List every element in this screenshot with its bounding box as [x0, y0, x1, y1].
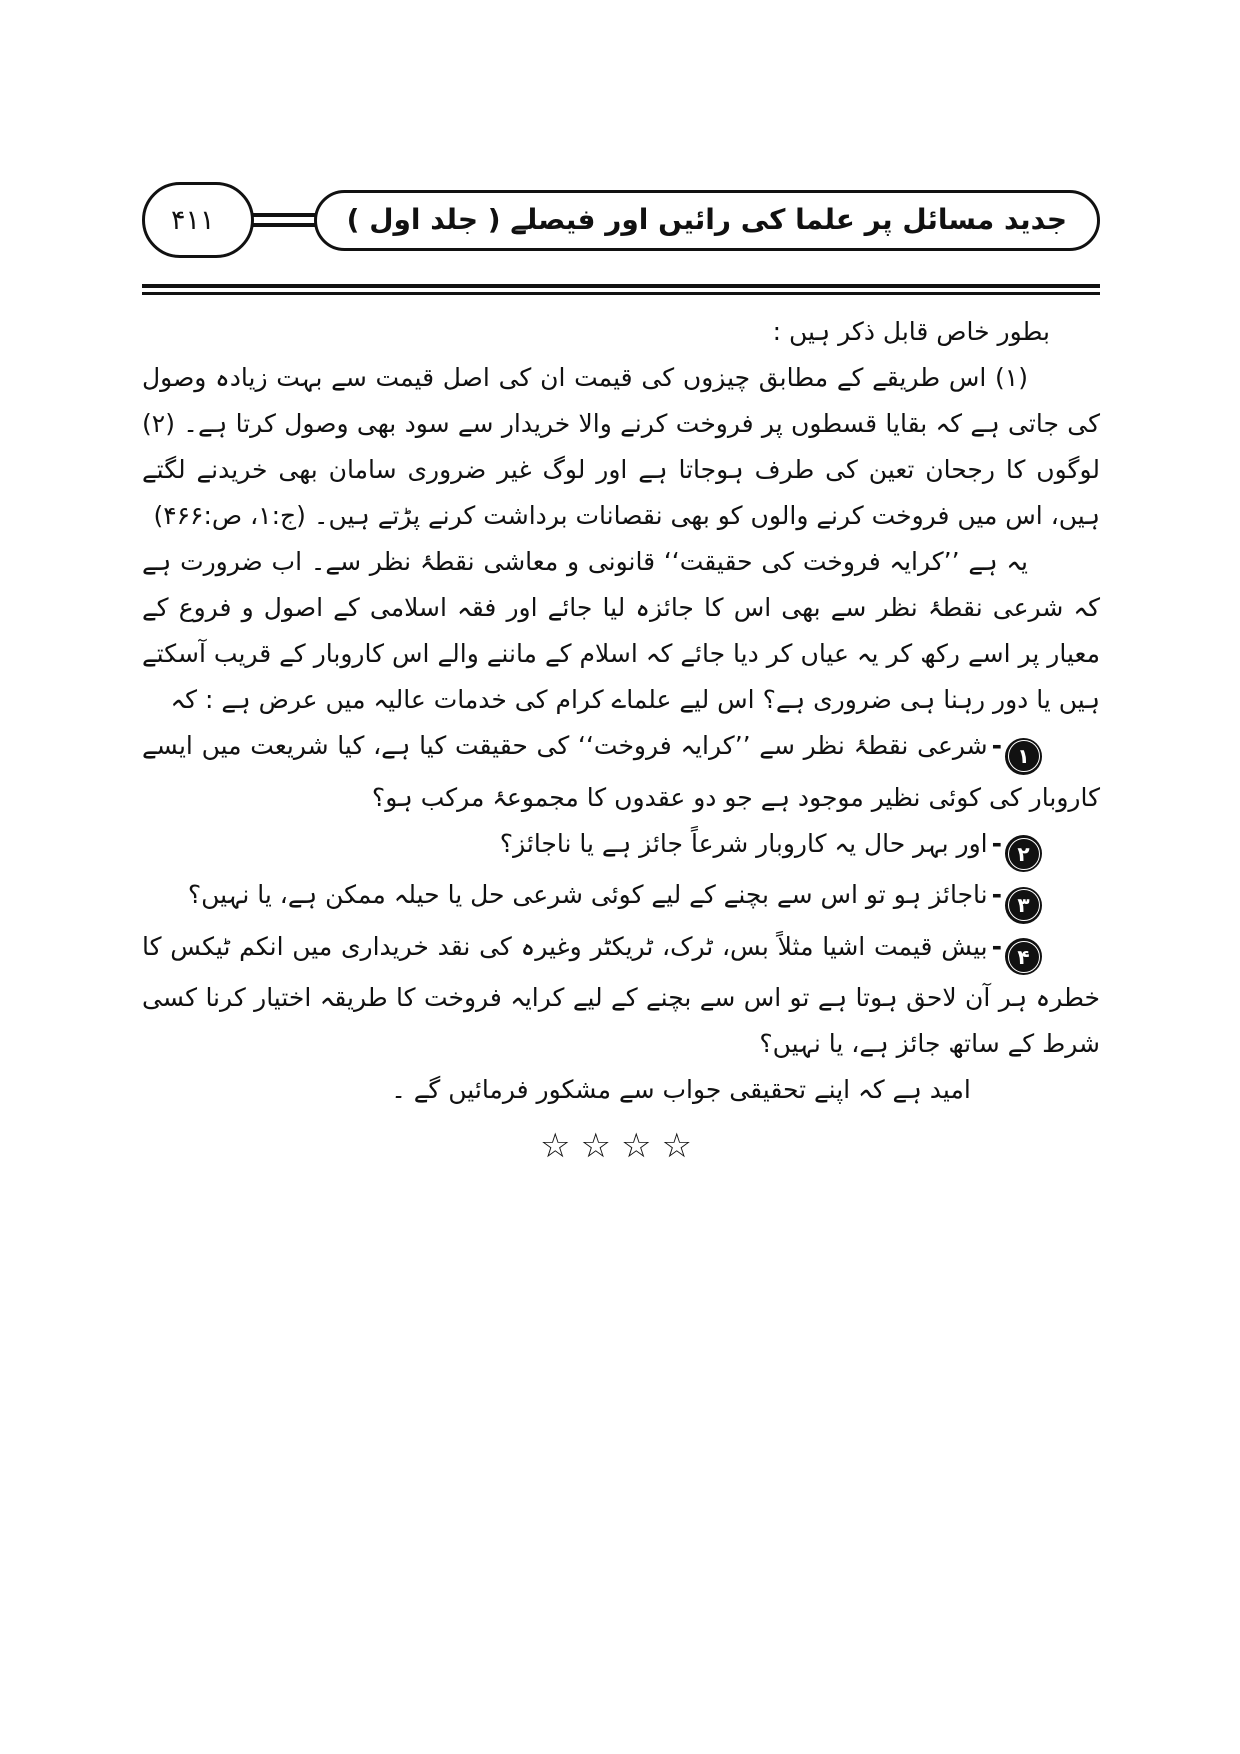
question-number-badge [1005, 738, 1042, 775]
question-item-1 [142, 723, 1100, 821]
header-divider-rule [142, 284, 1100, 295]
paragraph-2: یہ ہے ’’کرایہ فروخت کی حقیقت‘‘ قانونی و معاشی نقطۂ نظر سے۔ اب ضرورت ہے کہ شرعی نقطۂ نظر سے بھی اس کا جائزہ لیا جائے اور فقہ اسلامی کے اصول و فروع کے معیار پر اسے رکھ کر یہ عیاں کر دیا جائے کہ اسلام کے ماننے والے اس کاروبار کے قریب آسکتے ہیں یا دور رہنا ہی ضروری ہے؟ اس لیے علماے کرام کی خدمات عالیہ میں عرض ہے : کہ [142, 547, 1100, 714]
book-title: جدید مسائل پر علما کی رائیں اور فیصلے ( جلد اول ) [314, 190, 1100, 251]
page-number: ۴۱۱ [171, 204, 215, 236]
badge-dash: - [991, 731, 1002, 760]
badge-dash: - [991, 880, 1002, 909]
question-number-badge [1005, 887, 1042, 924]
badge-number: ۴ [1017, 944, 1030, 969]
question-item-3 [142, 872, 1100, 924]
page-header [142, 182, 1100, 258]
page-number-badge [142, 182, 254, 258]
badge-number: ۲ [1017, 841, 1030, 866]
stars-decoration: ☆☆☆☆ [540, 1126, 702, 1166]
question-item-2 [142, 821, 1100, 873]
question-text: بیش قیمت اشیا مثلاً بس، ٹرک، ٹریکٹر وغیرہ کی نقد خریداری میں انکم ٹیکس کا خطرہ ہر آن لاحق ہوتا ہے تو اس سے بچنے کے لیے کرایہ فروخت کا طریقہ اختیار کرنا کسی شرط کے ساتھ جائز ہے، یا نہیں؟ [142, 931, 1100, 1058]
badge-number: ۱ [1017, 744, 1030, 768]
question-item-4 [142, 924, 1100, 1068]
intro-line: بطور خاص قابل ذکر ہیں : [772, 317, 1050, 346]
badge-dash: - [991, 931, 1002, 961]
badge-dash: - [991, 828, 1002, 858]
body-text [142, 309, 1100, 1169]
question-text: ناجائز ہو تو اس سے بچنے کے لیے کوئی شرعی حل یا حیلہ ممکن ہے، یا نہیں؟ [187, 880, 988, 909]
paragraph-1: (۱) اس طریقے کے مطابق چیزوں کی قیمت ان کی اصل قیمت سے بہت زیادہ وصول کی جاتی ہے کہ بقایا قسطوں پر فروخت کرنے والا خریدار سے سود بھی وصول کرتا ہے۔ (۲) لوگوں کا رجحان تعین کی طرف ہوجاتا ہے اور لوگ غیر ضروری سامان بھی خریدنے لگتے ہیں، اس میں فروخت کرنے والوں کو بھی نقصانات برداشت کرنے پڑتے ہیں۔ (ج:۱، ص:۴۶۶) [142, 363, 1100, 530]
closing-line: امید ہے کہ اپنے تحقیقی جواب سے مشکور فرمائیں گے ۔ [391, 1075, 971, 1104]
header-connector-rule [250, 213, 318, 227]
badge-number: ۳ [1017, 893, 1030, 917]
question-text: شرعی نقطۂ نظر سے ’’کرایہ فروخت‘‘ کی حقیقت کیا ہے، کیا شریعت میں ایسے کاروبار کی کوئی نظیر موجود ہے جو دو عقدوں کا مجموعۂ مرکب ہو؟ [142, 731, 1100, 812]
question-number-badge [1005, 938, 1042, 975]
question-number-badge [1005, 835, 1042, 872]
question-text: اور بہر حال یہ کاروبار شرعاً جائز ہے یا ناجائز؟ [499, 828, 988, 858]
